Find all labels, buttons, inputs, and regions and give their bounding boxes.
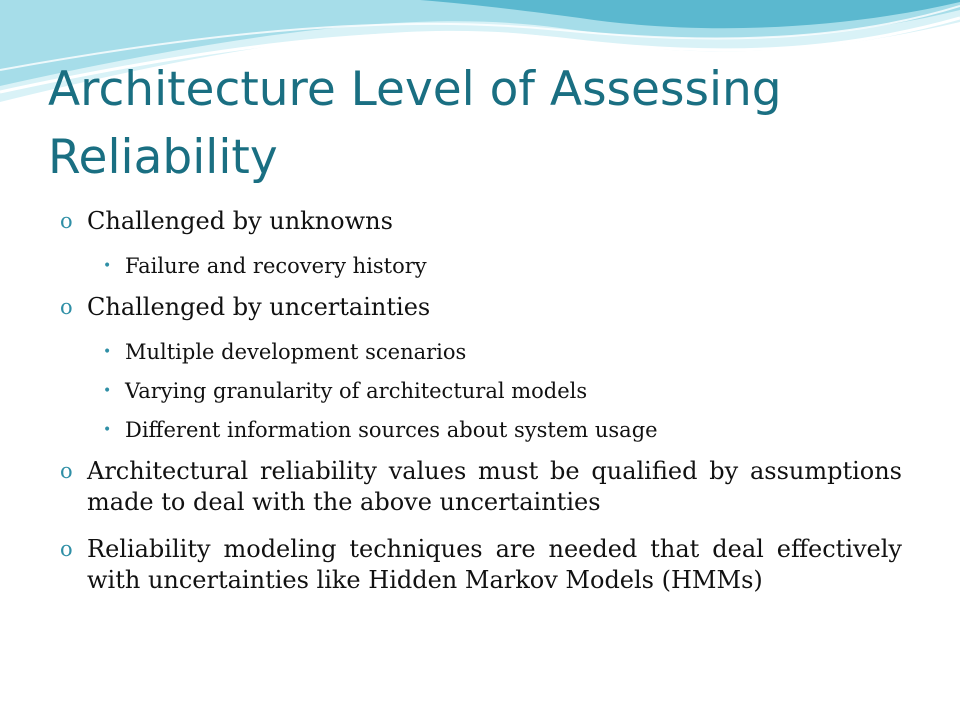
bullet-text: Failure and recovery history bbox=[125, 254, 427, 278]
dot-bullet-icon: • bbox=[103, 258, 112, 274]
circle-bullet-icon: o bbox=[60, 537, 73, 561]
bullet-text: Architectural reliability values must be qualified by assumptions made to deal with the above uncertainties bbox=[87, 457, 902, 516]
circle-bullet-icon: o bbox=[60, 295, 73, 319]
sub-bullet-item bbox=[60, 417, 902, 443]
bullet-text: Challenged by uncertainties bbox=[87, 293, 431, 321]
dot-bullet-icon: • bbox=[103, 383, 112, 399]
bullet-text: Multiple development scenarios bbox=[125, 340, 467, 364]
bullet-text: Reliability modeling techniques are needed that deal effectively with uncertainties like Hidden Markov Models (HMMs) bbox=[87, 535, 902, 594]
bullet-item bbox=[60, 206, 902, 237]
circle-bullet-icon: o bbox=[60, 209, 73, 233]
bullet-item bbox=[60, 456, 902, 518]
dot-bullet-icon: • bbox=[103, 344, 112, 360]
sub-bullet-item bbox=[60, 253, 902, 279]
bullet-text: Different information sources about system usage bbox=[125, 418, 658, 442]
sub-bullet-item bbox=[60, 339, 902, 365]
bullet-item bbox=[60, 534, 902, 596]
dot-bullet-icon: • bbox=[103, 422, 112, 438]
bullet-item bbox=[60, 292, 902, 323]
sub-bullet-item bbox=[60, 378, 902, 404]
slide-bullet-list bbox=[60, 206, 902, 612]
bullet-text: Challenged by unknowns bbox=[87, 207, 393, 235]
circle-bullet-icon: o bbox=[60, 459, 73, 483]
slide-title: Architecture Level of Assessing Reliability bbox=[48, 62, 782, 185]
bullet-text: Varying granularity of architectural models bbox=[125, 379, 588, 403]
